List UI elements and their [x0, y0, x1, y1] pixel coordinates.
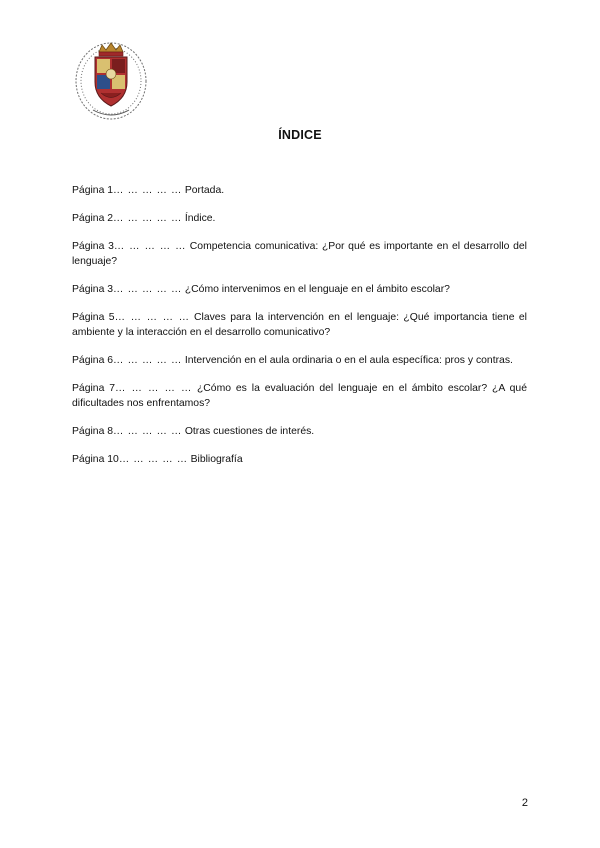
toc-entry — [72, 282, 527, 297]
toc-entry-page: Página 3 — [72, 284, 114, 295]
toc-entry — [72, 310, 527, 340]
toc-entry-dots: … … … … … — [113, 426, 182, 437]
toc-entry-text: Intervención en el aula ordinaria o en el aula específica: pros y contras. — [184, 355, 513, 366]
page-number: 2 — [521, 797, 528, 809]
toc-entry-dots: … … … … … — [113, 241, 187, 252]
toc-entry-text: Bibliografía — [190, 454, 243, 465]
toc-entry-page: Página 3 — [72, 241, 114, 252]
toc-entry-text: Claves para la intervención en el lenguaje: ¿Qué importancia tiene el ambiente y la interacción en el desarrollo comunicativo? — [72, 312, 527, 338]
toc-entry-dots: … … … … … — [113, 355, 182, 366]
toc-entry-page: Página 2 — [72, 213, 114, 224]
toc-entry-dots: … … … … … — [118, 454, 188, 465]
toc-entry — [72, 183, 527, 198]
toc-entry — [72, 239, 527, 269]
toc-entry-text: Portada. — [184, 185, 225, 196]
toc-entry-dots: … … … … … — [113, 185, 182, 196]
index-title: ÍNDICE — [278, 128, 322, 142]
toc-entry-text: ¿Cómo intervenimos en el lenguaje en el ámbito escolar? — [184, 284, 450, 295]
university-seal-logo — [71, 38, 151, 122]
toc-entry — [72, 424, 527, 439]
toc-entry — [72, 211, 527, 226]
toc-entry-page: Página 10 — [72, 454, 119, 465]
toc-entry — [72, 452, 527, 467]
toc-entry-text: Otras cuestiones de interés. — [184, 426, 315, 437]
toc-entry-page: Página 8 — [72, 426, 114, 437]
toc-entry-dots: … … … … … — [115, 383, 193, 394]
toc-entry-dots: … … … … … — [114, 312, 190, 323]
table-of-contents — [72, 183, 527, 467]
toc-entry-page: Página 5 — [72, 312, 115, 323]
toc-entry — [72, 353, 527, 368]
toc-entry-page: Página 7 — [72, 383, 116, 394]
coat-of-arms-shield-icon — [95, 57, 127, 106]
toc-entry-text: Índice. — [184, 213, 216, 224]
toc-entry-text: ¿Cómo es la evaluación del lenguaje en el ámbito escolar? ¿A qué dificultades nos enfrentamos? — [72, 383, 527, 409]
toc-entry-dots: … … … … … — [113, 284, 182, 295]
toc-entry-page: Página 6 — [72, 355, 114, 366]
toc-entry — [72, 381, 527, 411]
toc-entry-page: Página 1 — [72, 185, 114, 196]
toc-entry-dots: … … … … … — [113, 213, 182, 224]
toc-entry-text: Competencia comunicativa: ¿Por qué es importante en el desarrollo del lenguaje? — [72, 241, 527, 267]
crown-icon — [99, 43, 123, 56]
